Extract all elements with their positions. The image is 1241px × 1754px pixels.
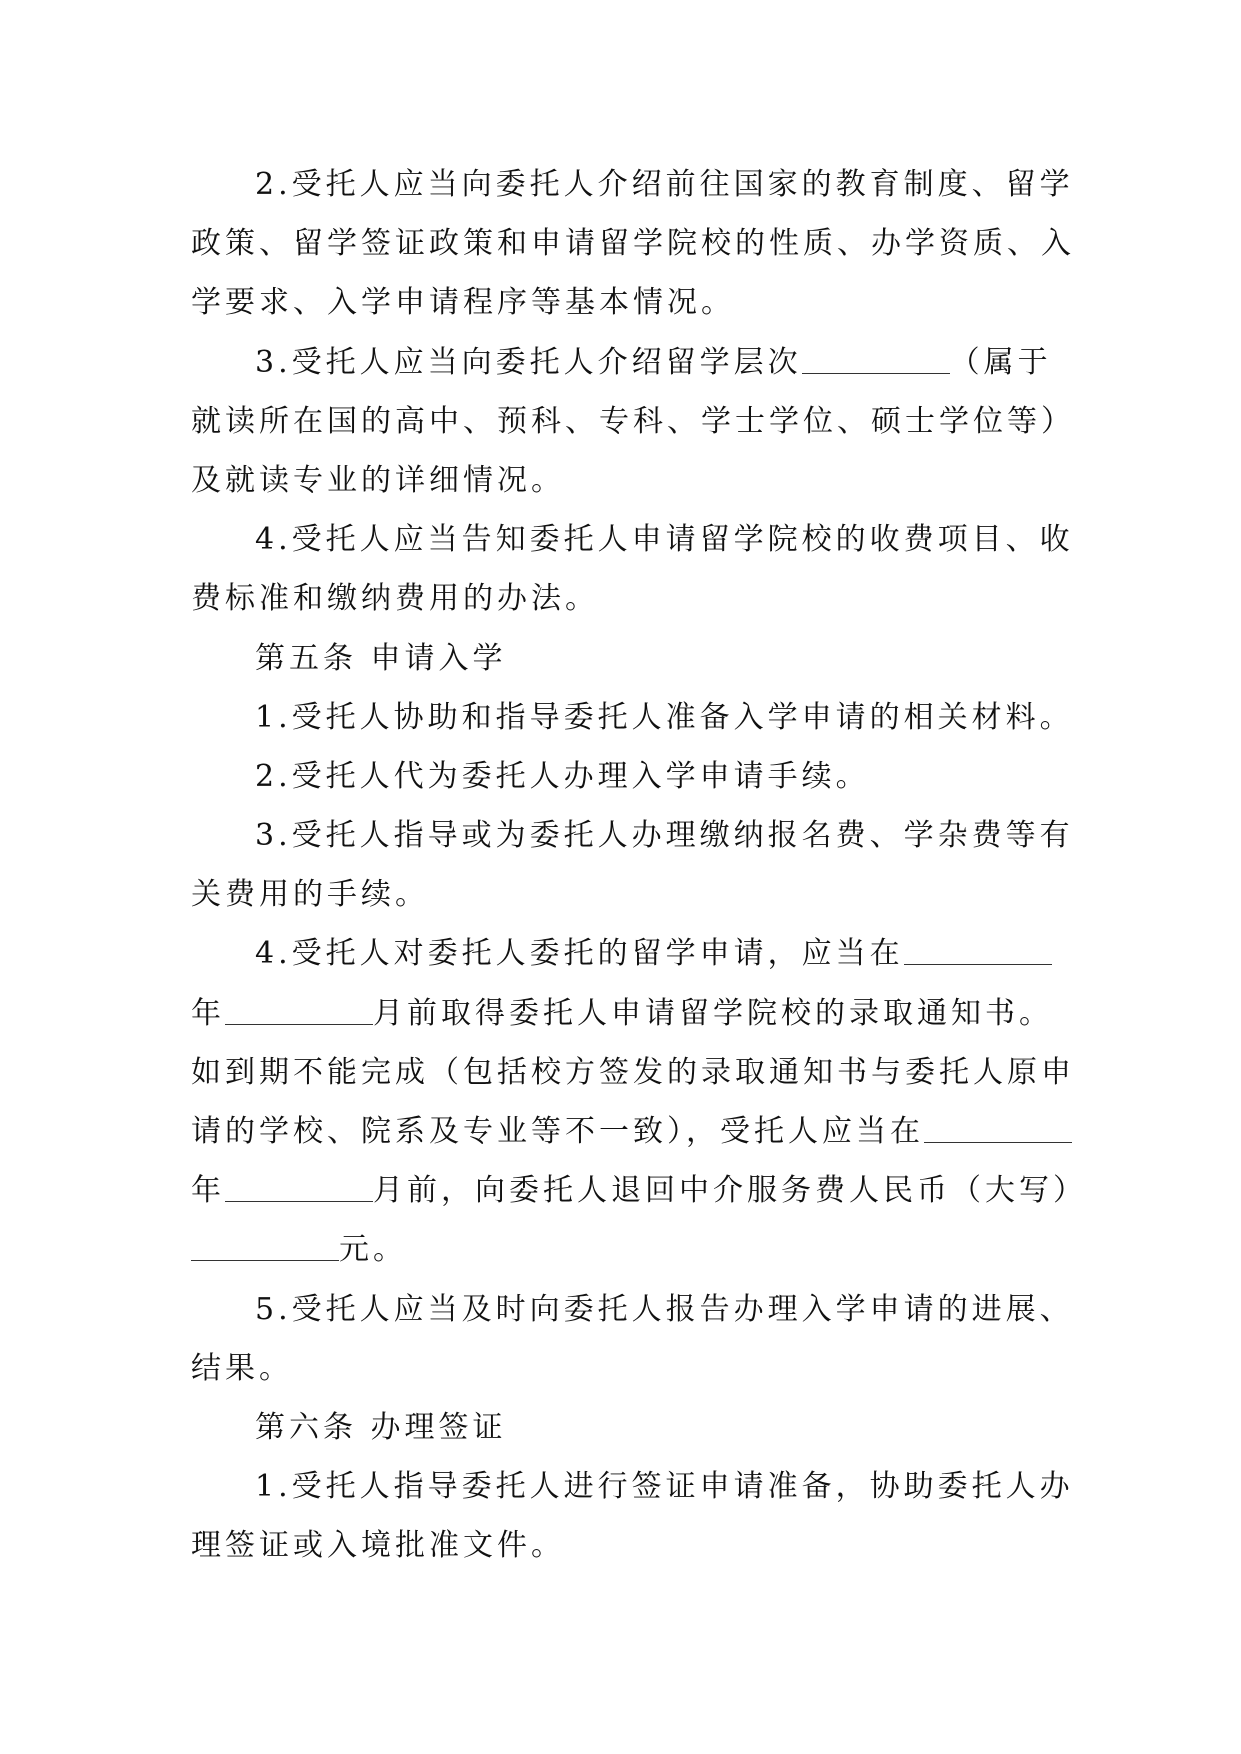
- document-body: [191, 155, 1087, 1576]
- text-line: [191, 1339, 1051, 1398]
- text-line: [191, 1398, 1051, 1457]
- line-text: 2.受托人应当向委托人介绍前往国家的教育制度、留学: [255, 167, 1074, 202]
- fill-in-blank: [924, 1112, 1072, 1143]
- text-line: [191, 1161, 1087, 1220]
- line-text: 政策、留学签证政策和申请留学院校的性质、办学资质、入: [191, 226, 1075, 262]
- text-line: [191, 155, 1074, 214]
- line-text: 如到期不能完成（包括校方签发的录取通知书与委托人原申: [191, 1054, 1075, 1090]
- text-line: [191, 1280, 1074, 1339]
- line-text: （属于: [949, 344, 1052, 380]
- line-text: 第六条 办理签证: [255, 1409, 507, 1445]
- text-line: [191, 273, 1051, 332]
- line-text: 4.受托人对委托人委托的留学申请，应当在: [255, 936, 904, 972]
- line-text: 1.受托人协助和指导委托人准备入学申请的相关材料。: [255, 699, 1074, 735]
- line-text: 5.受托人应当及时向委托人报告办理入学申请的进展、: [255, 1291, 1074, 1327]
- line-text: 3.受托人指导或为委托人办理缴纳报名费、学杂费等有: [255, 818, 1074, 854]
- text-line: [191, 333, 1051, 392]
- text-line: [191, 1043, 1075, 1102]
- text-line: [191, 984, 1051, 1043]
- text-line: [191, 747, 1051, 806]
- text-line: [191, 392, 1075, 451]
- line-text: 4.受托人应当告知委托人申请留学院校的收费项目、收: [255, 522, 1074, 558]
- line-text: 1.受托人指导委托人进行签证申请准备，协助委托人办: [255, 1469, 1074, 1505]
- line-text: 月前取得委托人申请留学院校的录取通知书。: [373, 995, 1053, 1031]
- line-text: 元。: [339, 1232, 407, 1268]
- line-text: 就读所在国的高中、预科、专科、学士学位、硕士学位等）: [191, 403, 1075, 439]
- text-line: [191, 806, 1074, 865]
- line-text: 理签证或入境批准文件。: [191, 1528, 565, 1564]
- line-text: 3.受托人应当向委托人介绍留学层次: [255, 344, 802, 380]
- line-text: 月前，向委托人退回中介服务费人民币（大写）: [373, 1173, 1087, 1209]
- text-line: [191, 865, 1051, 924]
- text-line: [191, 569, 1051, 628]
- text-line: [191, 1102, 1051, 1161]
- line-text: 及就读专业的详细情况。: [191, 462, 565, 498]
- text-line: [191, 629, 1051, 688]
- line-text: 年: [191, 995, 225, 1031]
- text-line: [191, 510, 1074, 569]
- fill-in-blank: [225, 994, 373, 1025]
- line-text: 关费用的手续。: [191, 877, 429, 913]
- line-text: 结果。: [191, 1350, 293, 1386]
- text-line: [191, 214, 1075, 273]
- fill-in-blank: [802, 343, 950, 374]
- line-text: 年: [191, 1173, 225, 1209]
- fill-in-blank: [904, 934, 1052, 965]
- line-text: 学要求、入学申请程序等基本情况。: [191, 285, 735, 321]
- text-line: [191, 1457, 1074, 1516]
- text-line: [191, 451, 1051, 510]
- text-line: [191, 924, 1051, 983]
- fill-in-blank: [225, 1171, 373, 1202]
- line-text: 请的学校、院系及专业等不一致），受托人应当在: [191, 1114, 924, 1149]
- text-line: [191, 1516, 1051, 1575]
- fill-in-blank: [191, 1230, 339, 1261]
- line-text: 第五条 申请入学: [255, 640, 507, 676]
- text-line: [191, 1220, 1051, 1279]
- line-text: 2.受托人代为委托人办理入学申请手续。: [255, 758, 870, 794]
- line-text: 费标准和缴纳费用的办法。: [191, 581, 599, 617]
- text-line: [191, 688, 1074, 747]
